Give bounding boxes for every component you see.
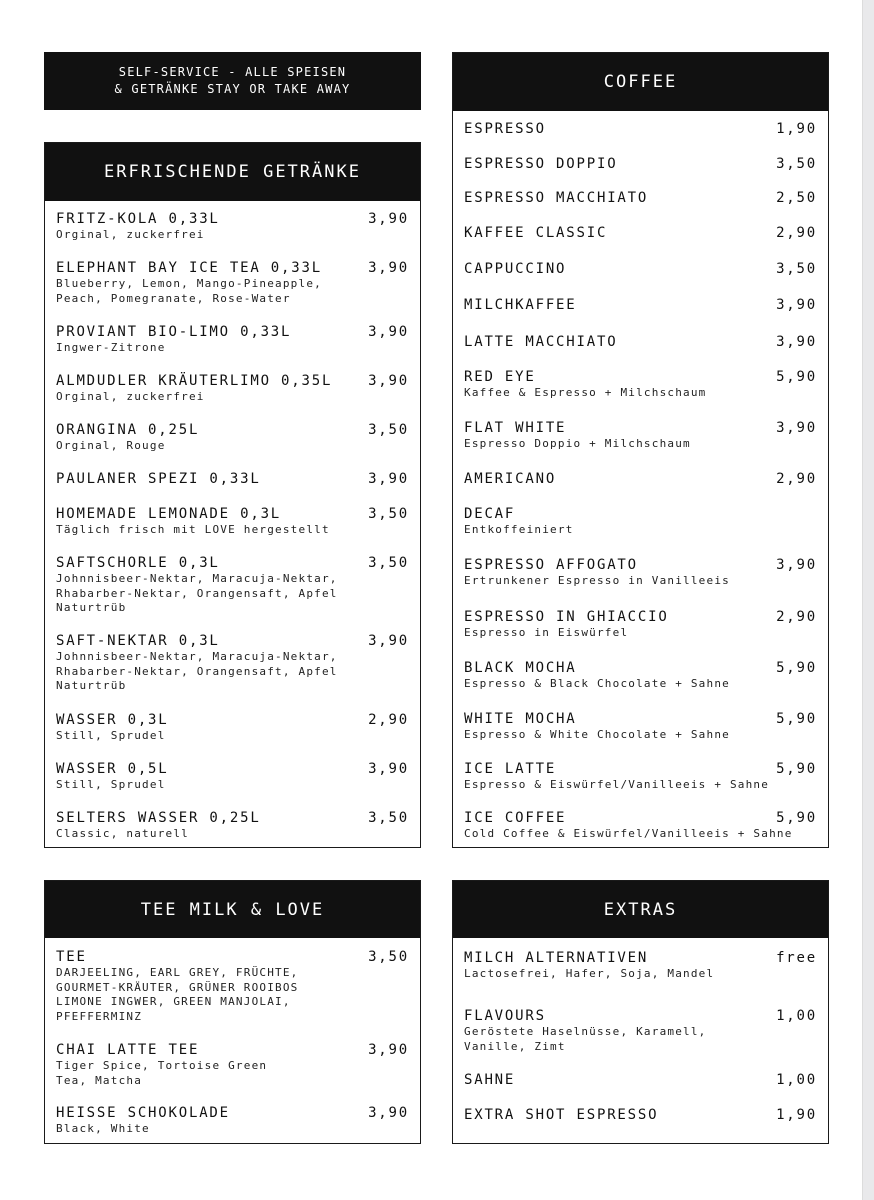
menu-item-name: ESPRESSO IN GHIACCIO <box>464 609 669 625</box>
menu-item-description: Espresso & Black Chocolate + Sahne <box>464 677 730 690</box>
menu-item-description: Ertrunkener Espresso in Vanilleeis <box>464 574 730 587</box>
menu-item-description: Entkoffeiniert <box>464 523 574 536</box>
coffee-section <box>452 52 829 848</box>
menu-item-description: Black, White <box>56 1122 150 1135</box>
menu-item-name: ESPRESSO <box>464 121 546 137</box>
menu-item-name: ORANGINA 0,25L <box>56 422 200 438</box>
menu-item-price: 2,90 <box>776 609 817 625</box>
menu-item-price: 5,90 <box>776 711 817 727</box>
menu-item-price: 3,90 <box>368 471 409 487</box>
menu-item-price: 3,50 <box>368 506 409 522</box>
menu-item-name: SELTERS WASSER 0,25L <box>56 810 261 826</box>
menu-item-price: 2,50 <box>776 190 817 206</box>
menu-item-price: 5,90 <box>776 369 817 385</box>
menu-item-description: Blueberry, Lemon, Mango-Pineapple, Peach, Pomegranate, Rose-Water <box>56 277 322 305</box>
menu-item-price: free <box>776 950 817 966</box>
menu-item-name: ESPRESSO AFFOGATO <box>464 557 638 573</box>
menu-item-price: 1,90 <box>776 121 817 137</box>
menu-item-price: 1,00 <box>776 1072 817 1088</box>
menu-item-name: HEISSE SCHOKOLADE <box>56 1105 230 1121</box>
menu-item-name: ESPRESSO MACCHIATO <box>464 190 649 206</box>
extras-section-header: EXTRAS <box>453 881 828 938</box>
menu-item-price: 3,90 <box>368 211 409 227</box>
menu-item-description: Espresso & Eiswürfel/Vanilleeis + Sahne <box>464 778 770 791</box>
menu-item-name: WASSER 0,5L <box>56 761 169 777</box>
menu-item-price: 5,90 <box>776 810 817 826</box>
menu-item-description: Johnnisbeer-Nektar, Maracuja-Nektar, Rhabarber-Nektar, Orangensaft, Apfel Naturtrüb <box>56 572 338 615</box>
menu-item-name: SAFTSCHORLE 0,3L <box>56 555 220 571</box>
menu-item-price: 2,90 <box>368 712 409 728</box>
menu-item-price: 3,90 <box>368 373 409 389</box>
menu-item-price: 3,50 <box>776 261 817 277</box>
menu-item-price: 3,90 <box>368 1042 409 1058</box>
menu-item-name: HOMEMADE LEMONADE 0,3L <box>56 506 282 522</box>
menu-item-name: EXTRA SHOT ESPRESSO <box>464 1107 659 1123</box>
menu-item-price: 5,90 <box>776 660 817 676</box>
menu-item-description: DARJEELING, EARL GREY, FRÜCHTE, GOURMET-KRÄUTER, GRÜNER ROOIBOS LIMONE INGWER, GREEN MANJOLAI, PFEFFERMINZ <box>56 966 299 1023</box>
menu-item-name: CAPPUCCINO <box>464 261 567 277</box>
menu-item-price: 3,90 <box>776 297 817 313</box>
menu-item-price: 3,50 <box>776 156 817 172</box>
menu-item-name: CHAI LATTE TEE <box>56 1042 200 1058</box>
menu-item-price: 3,90 <box>368 633 409 649</box>
menu-item-name: FLAVOURS <box>464 1008 546 1024</box>
menu-item-price: 1,90 <box>776 1107 817 1123</box>
menu-item-description: Geröstete Haselnüsse, Karamell, Vanille, Zimt <box>464 1025 707 1053</box>
menu-item-description: Cold Coffee & Eiswürfel/Vanilleeis + Sahne <box>464 827 793 840</box>
banner-line-1: SELF-SERVICE - ALLE SPEISEN <box>118 65 347 79</box>
menu-item-price: 1,00 <box>776 1008 817 1024</box>
menu-item-description: Still, Sprudel <box>56 778 166 791</box>
coffee-section-header: COFFEE <box>453 53 828 111</box>
menu-item-description: Orginal, zuckerfrei <box>56 390 205 403</box>
menu-item-name: TEE <box>56 949 87 965</box>
menu-item-description: Still, Sprudel <box>56 729 166 742</box>
menu-item-name: ELEPHANT BAY ICE TEA 0,33L <box>56 260 322 276</box>
tee-section <box>44 880 421 1144</box>
extras-section <box>452 880 829 1144</box>
menu-item-name: ICE COFFEE <box>464 810 567 826</box>
menu-item-price: 3,90 <box>368 260 409 276</box>
menu-item-name: ALMDUDLER KRÄUTERLIMO 0,35L <box>56 373 333 389</box>
menu-item-name: PAULANER SPEZI 0,33L <box>56 471 261 487</box>
menu-item-name: FRITZ-KOLA 0,33L <box>56 211 220 227</box>
menu-item-name: MILCH ALTERNATIVEN <box>464 950 649 966</box>
menu-item-price: 2,90 <box>776 471 817 487</box>
menu-item-name: RED EYE <box>464 369 536 385</box>
menu-item-description: Johnnisbeer-Nektar, Maracuja-Nektar, Rhabarber-Nektar, Orangensaft, Apfel Naturtrüb <box>56 650 338 693</box>
menu-item-description: Espresso Doppio + Milchschaum <box>464 437 691 450</box>
menu-item-price: 3,50 <box>368 555 409 571</box>
menu-item-description: Täglich frisch mit LOVE hergestellt <box>56 523 330 536</box>
menu-item-name: PROVIANT BIO-LIMO 0,33L <box>56 324 292 340</box>
page-edge <box>862 0 874 1200</box>
menu-item-name: SAHNE <box>464 1072 516 1088</box>
menu-item-price: 2,90 <box>776 225 817 241</box>
menu-item-description: Espresso in Eiswürfel <box>464 626 629 639</box>
menu-item-price: 3,90 <box>776 557 817 573</box>
menu-item-name: ESPRESSO DOPPIO <box>464 156 618 172</box>
menu-item-price: 3,90 <box>368 324 409 340</box>
menu-item-price: 3,90 <box>368 1105 409 1121</box>
menu-item-name: DECAF <box>464 506 516 522</box>
menu-item-description: Orginal, zuckerfrei <box>56 228 205 241</box>
menu-item-description: Ingwer-Zitrone <box>56 341 166 354</box>
menu-item-name: LATTE MACCHIATO <box>464 334 618 350</box>
banner-line-2: & GETRÄNKE STAY OR TAKE AWAY <box>114 82 351 96</box>
menu-item-price: 5,90 <box>776 761 817 777</box>
menu-item-name: ICE LATTE <box>464 761 557 777</box>
menu-item-price: 3,90 <box>776 420 817 436</box>
menu-item-name: SAFT-NEKTAR 0,3L <box>56 633 220 649</box>
menu-item-name: WASSER 0,3L <box>56 712 169 728</box>
menu-item-name: WHITE MOCHA <box>464 711 577 727</box>
drinks-section <box>44 142 421 848</box>
menu-item-description: Lactosefrei, Hafer, Soja, Mandel <box>464 967 715 980</box>
menu-item-name: AMERICANO <box>464 471 557 487</box>
menu-item-price: 3,50 <box>368 810 409 826</box>
menu-item-price: 3,50 <box>368 949 409 965</box>
menu-item-description: Orginal, Rouge <box>56 439 166 452</box>
menu-item-price: 3,90 <box>776 334 817 350</box>
menu-item-price: 3,50 <box>368 422 409 438</box>
menu-item-description: Kaffee & Espresso + Milchschaum <box>464 386 707 399</box>
menu-item-name: FLAT WHITE <box>464 420 567 436</box>
menu-item-description: Classic, naturell <box>56 827 189 840</box>
self-service-banner <box>44 52 421 110</box>
menu-item-price: 3,90 <box>368 761 409 777</box>
menu-item-description: Tiger Spice, Tortoise Green Tea, Matcha <box>56 1059 268 1087</box>
menu-item-name: KAFFEE CLASSIC <box>464 225 608 241</box>
menu-item-description: Espresso & White Chocolate + Sahne <box>464 728 730 741</box>
menu-item-name: MILCHKAFFEE <box>464 297 577 313</box>
drinks-section-header: ERFRISCHENDE GETRÄNKE <box>45 143 420 201</box>
menu-item-name: BLACK MOCHA <box>464 660 577 676</box>
tee-section-header: TEE MILK & LOVE <box>45 881 420 938</box>
